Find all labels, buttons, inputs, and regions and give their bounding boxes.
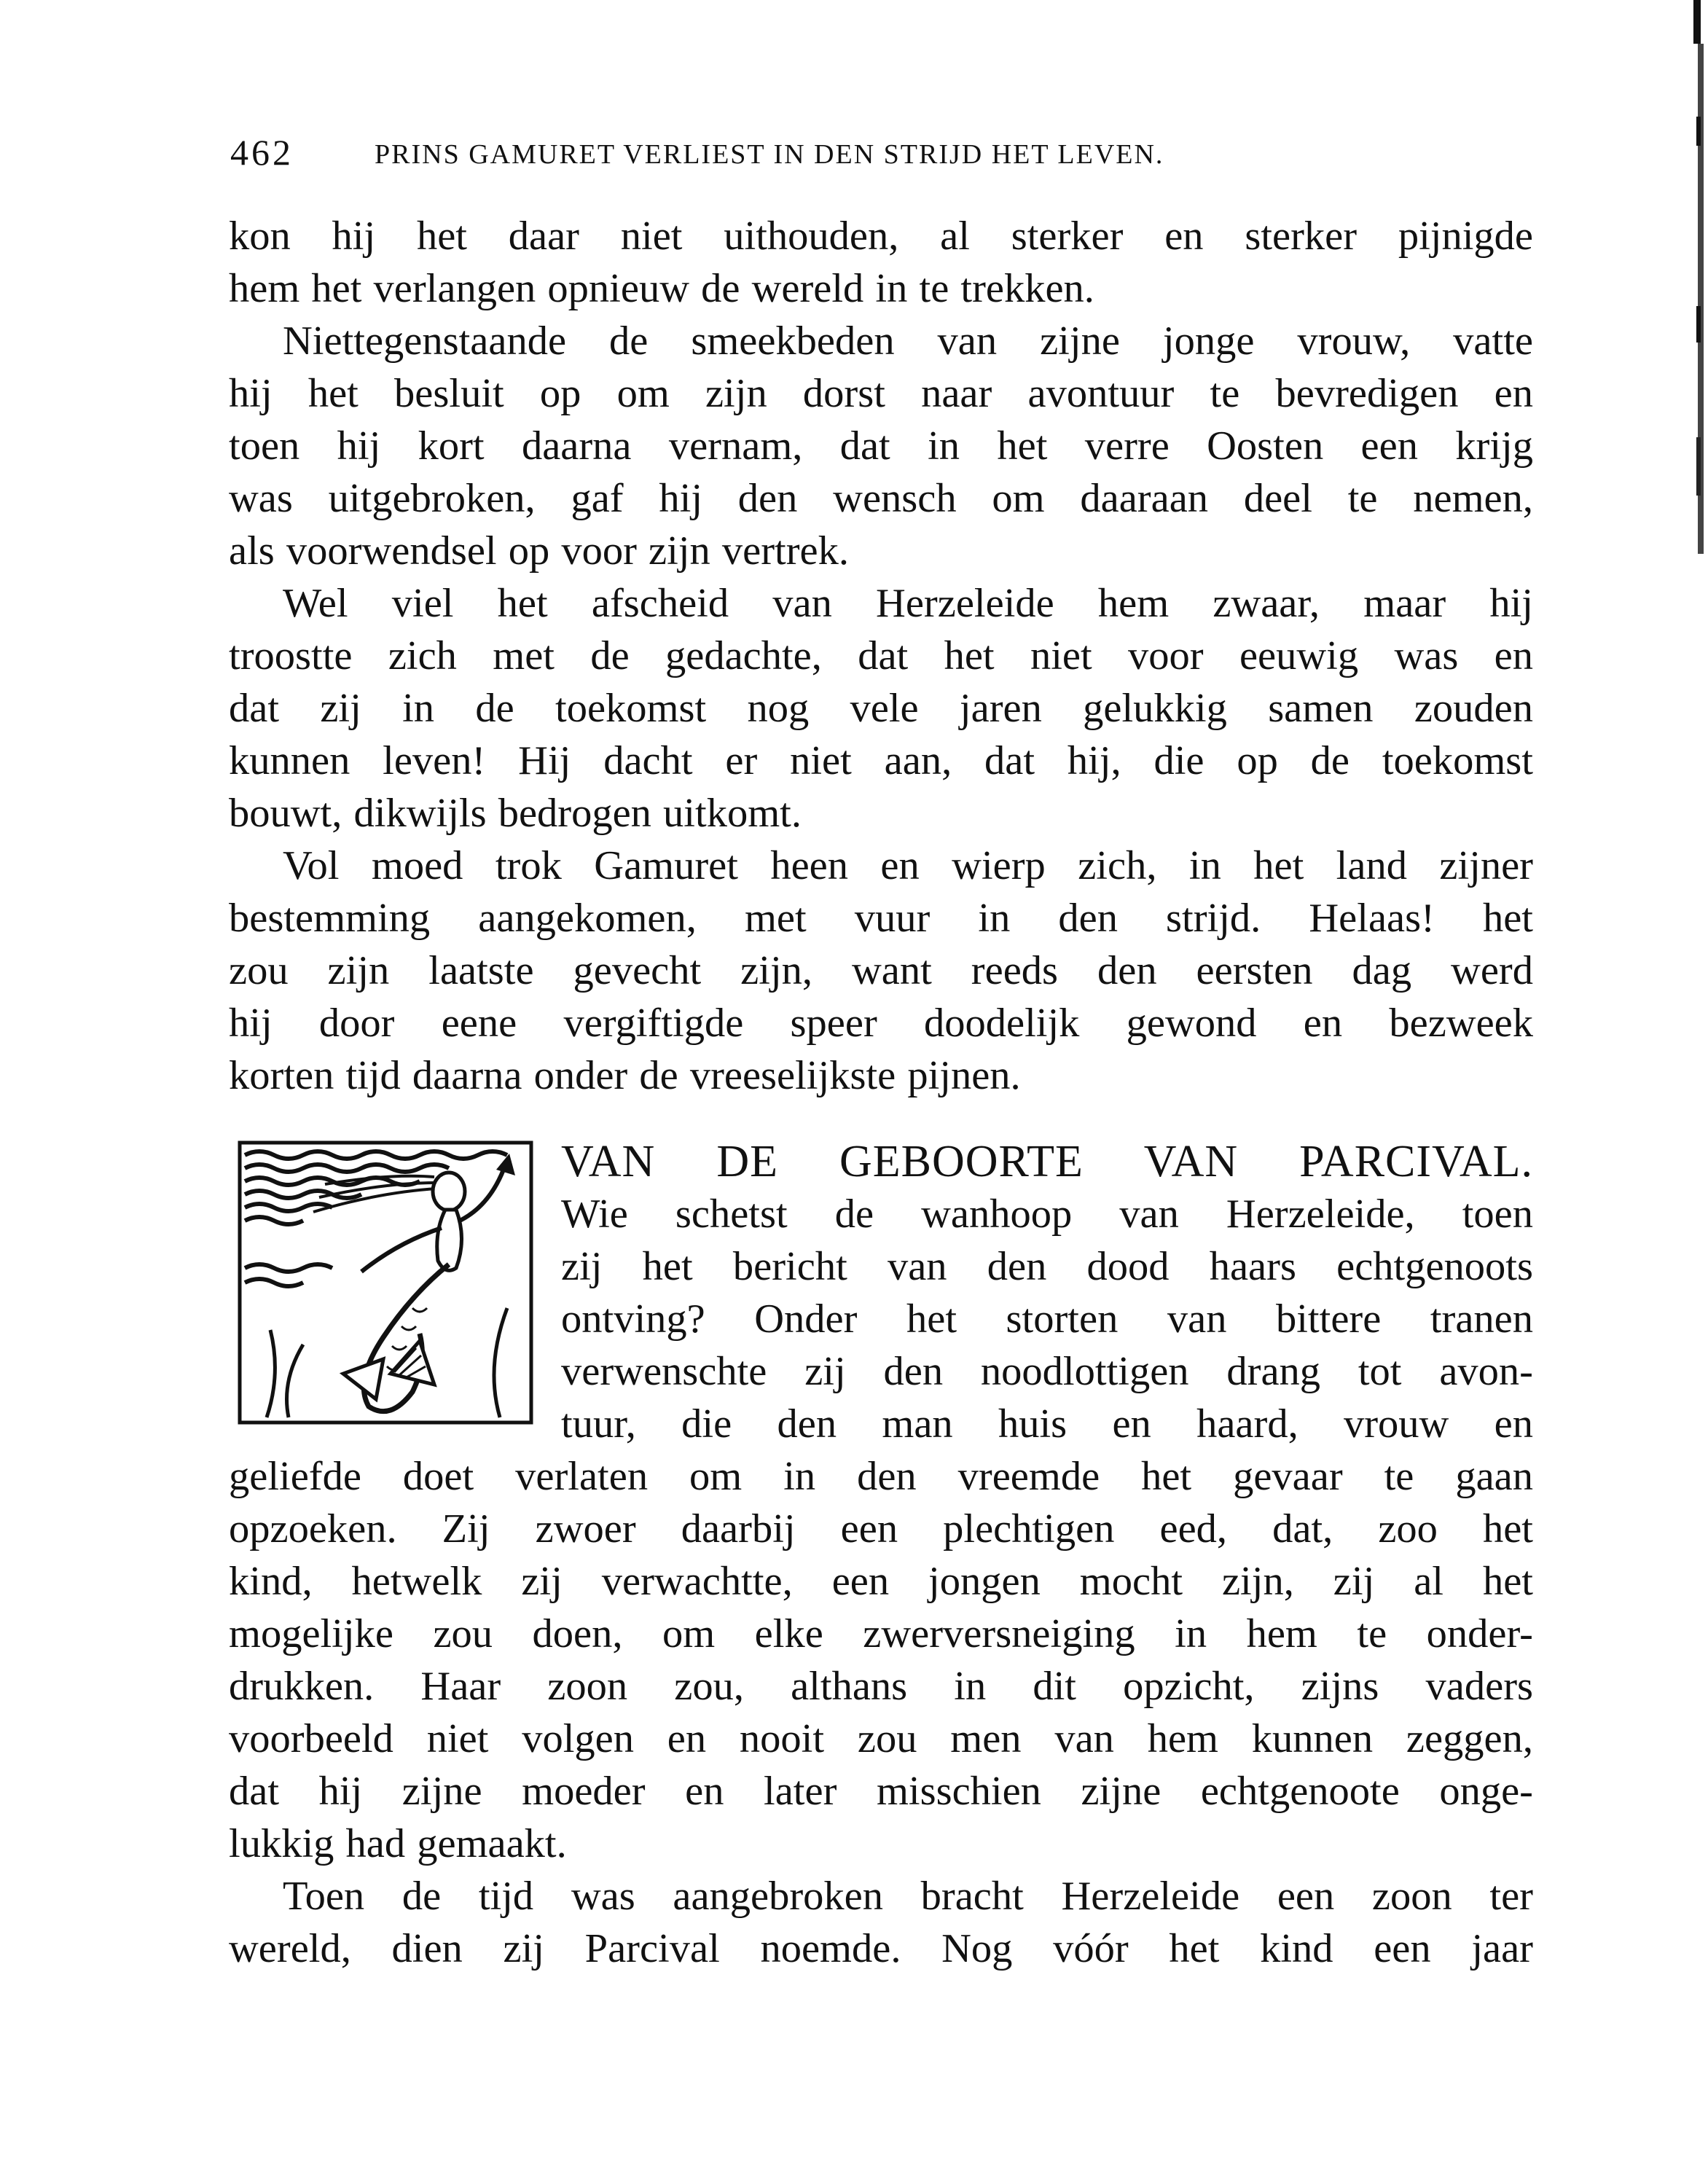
text-line: Niettegenstaande de smeekbeden van zijne jonge vrouw, vatte [283, 318, 1533, 364]
text-line: ontving? Onder het storten van bittere tranen [561, 1296, 1533, 1342]
text-line: mogelijke zou doen, om elke zwerversneiging in hem te onder- [229, 1611, 1533, 1656]
text-line: opzoeken. Zij zwoer daarbij een plechtigen eed, dat, zoo het [229, 1506, 1533, 1551]
text-line: tuur, die den man huis en haard, vrouw en [561, 1401, 1533, 1447]
text-line: kunnen leven! Hij dacht er niet aan, dat hij, die op de toekomst [229, 738, 1533, 783]
text-line: dat hij zijne moeder en later misschien zijne echtgenoote onge- [229, 1769, 1533, 1814]
text-line: zou zijn laatste gevecht zijn, want reeds den eersten dag werd [229, 948, 1533, 993]
text-line: zij het bericht van den dood haars echtgenoots [561, 1244, 1533, 1289]
text-line: voorbeeld niet volgen en nooit zou men van hem kunnen zeggen, [229, 1716, 1533, 1761]
text-line: lukkig had gemaakt. [229, 1821, 567, 1866]
text-line: geliefde doet verlaten om in den vreemde het gevaar te gaan [229, 1454, 1533, 1499]
text-line: toen hij kort daarna vernam, dat in het verre Oosten een krijg [229, 423, 1533, 469]
text-line: drukken. Haar zoon zou, althans in dit opzicht, zijns vaders [229, 1664, 1533, 1709]
scan-edge-mark [1689, 0, 1708, 554]
text-line: Wie schetst de wanhoop van Herzeleide, toen [561, 1191, 1533, 1237]
text-line: Toen de tijd was aangebroken bracht Herzeleide een zoon ter [283, 1874, 1533, 1919]
text-line: wereld, dien zij Parcival noemde. Nog vóór het kind een jaar [229, 1926, 1533, 1971]
running-head: PRINS GAMURET VERLIEST IN DEN STRIJD HET LEVEN. [375, 139, 1164, 170]
text-line: dat zij in de toekomst nog vele jaren gelukkig samen zouden [229, 686, 1533, 731]
text-line: hij door eene vergiftigde speer doodelijk gewond en bezweek [229, 1001, 1533, 1046]
text-line: bestemming aangekomen, met vuur in den strijd. Helaas! het [229, 896, 1533, 941]
text-line: hij het besluit op om zijn dorst naar avontuur te bevredigen en [229, 371, 1533, 416]
page-number: 462 [230, 132, 294, 173]
text-line: verwenschte zij den noodlottigen drang tot avon- [561, 1349, 1533, 1394]
text-line: als voorwendsel op voor zijn vertrek. [229, 528, 849, 574]
mermaid-vignette-icon [238, 1140, 533, 1425]
section-heading: VAN DE GEBOORTE VAN PARCIVAL. [561, 1137, 1533, 1186]
text-line: kind, hetwelk zij verwachtte, een jongen mocht zijn, zij al het [229, 1559, 1533, 1604]
text-line: Vol moed trok Gamuret heen en wierp zich, in het land zijner [283, 843, 1533, 888]
text-line: kon hij het daar niet uithouden, al sterker en sterker pijnigde [229, 214, 1533, 259]
text-line: bouwt, dikwijls bedrogen uitkomt. [229, 791, 802, 836]
text-line: was uitgebroken, gaf hij den wensch om daaraan deel te nemen, [229, 476, 1533, 521]
text-line: troostte zich met de gedachte, dat het niet voor eeuwig was en [229, 633, 1533, 678]
page-header [230, 131, 1382, 189]
text-line: korten tijd daarna onder de vreeselijkste pijnen. [229, 1053, 1021, 1098]
text-line: hem het verlangen opnieuw de wereld in te trekken. [229, 266, 1094, 311]
text-line: Wel viel het afscheid van Herzeleide hem zwaar, maar hij [283, 581, 1533, 626]
